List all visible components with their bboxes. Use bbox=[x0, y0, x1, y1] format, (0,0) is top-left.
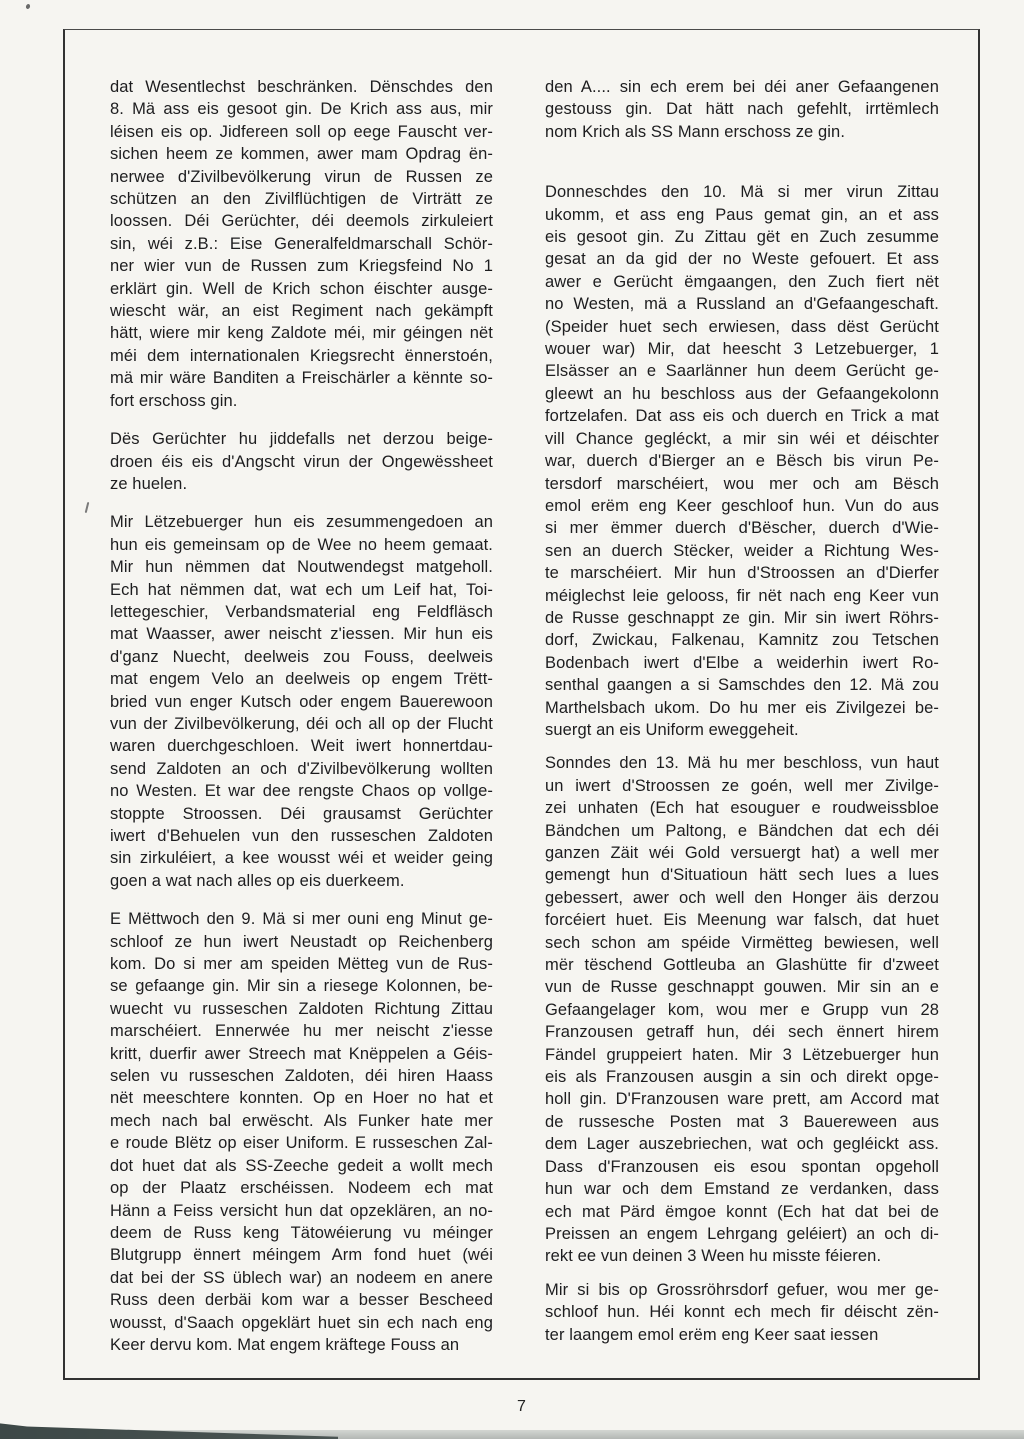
text-line: nët meeschtere konnten. Op en Hoer no hat et bbox=[110, 1089, 493, 1108]
text-line: dorf, Zwickau, Falkenau, Kamnitz zou Tetschen bbox=[545, 631, 939, 650]
paragraph bbox=[545, 181, 939, 741]
text-line: kritt, duerfir awer Streech mat Knëppelen a Géis- bbox=[110, 1044, 493, 1063]
paragraph bbox=[545, 76, 939, 143]
text-line: ze huelen. bbox=[110, 474, 188, 493]
text-line: mat engem Velo an deelweis op engem Trëtt- bbox=[110, 670, 493, 689]
text-line: ter laangem emol erëm eng Keer saat iessen bbox=[545, 1325, 879, 1344]
text-line: vill Chance gegléckt, a mir sin wéi et déischter bbox=[545, 429, 939, 448]
text-line: ner wier vun de Russen zum Kriegsfeind No 1 bbox=[110, 257, 493, 276]
paragraph bbox=[545, 1279, 939, 1346]
text-line: Ech hat nëmmen dat, wat ech um Leif hat, Toi- bbox=[110, 580, 493, 599]
text-line: si mer ëmmer duerch d'Bëscher, duerch d'Wie- bbox=[545, 519, 939, 538]
text-line: bried vun enger Kutsch oder engem Bauerewoon bbox=[110, 692, 493, 711]
paragraph bbox=[110, 76, 493, 412]
text-line: Blutgrupp ënnert méingem Arm fond huet (wéi bbox=[110, 1246, 493, 1265]
text-line: dot huet dat als SS-Zeeche gedeit a wollt mech bbox=[110, 1156, 493, 1175]
text-line: wuecht vu russeschen Zaldoten Richtung Zittau bbox=[110, 999, 493, 1018]
text-line: Keer dervu kom. Mat engem kräftege Fouss an bbox=[110, 1335, 460, 1354]
text-line: den A.... sin ech erem bei déi aner Gefaangenen bbox=[545, 78, 939, 96]
text-line: Gefaangelager kom, wou mer e Grupp vun 28 bbox=[545, 1000, 939, 1019]
text-line: Sonndes den 13. Mä hu mer beschloss, vun haut bbox=[545, 754, 939, 773]
text-line: no Westen. Et war dee rengste Chaos op vollge- bbox=[110, 782, 493, 801]
text-line: ech mat Pärd ëmgoe konnt (Ech hat dat bei de bbox=[545, 1202, 939, 1221]
text-line: marschéiert. Ennerwée hu mer neischt z'iesse bbox=[110, 1022, 493, 1041]
text-line: d'ganz Nuecht, deelweis zou Fouss, deelweis bbox=[110, 647, 493, 666]
text-line: sech schon am spéide Virmëtteg bewiesen, well bbox=[545, 933, 939, 952]
text-line: op der Plaatz erschéissen. Nodeem ech mat bbox=[110, 1179, 493, 1198]
text-line: Fändel gruppeiert haten. Mir 3 Lëtzebuerger hun bbox=[545, 1045, 939, 1064]
scan-speck-artifact bbox=[25, 3, 30, 9]
text-line: vun der Zivilbevölkerung, déi och all op der Flucht bbox=[110, 714, 493, 733]
text-line: Mir Lëtzebuerger hun eis zesummengedoen an bbox=[110, 513, 493, 532]
text-line: Franzousen getraff hun, déi sech ënnert hirem bbox=[545, 1023, 939, 1042]
text-line: no Westen, mä a Russland an d'Gefaangeschaft. bbox=[545, 295, 939, 314]
text-line: kom. Do si mer am speiden Mëtteg vun de Rus- bbox=[110, 955, 493, 974]
text-line: schloof ze hun iwert Neustadt op Reichenberg bbox=[110, 932, 493, 951]
text-line: mat Waasser, awer neischt z'iessen. Mir hun eis bbox=[110, 625, 493, 644]
paragraph bbox=[110, 428, 493, 495]
text-line: Donneschdes den 10. Mä si mer virun Zittau bbox=[545, 183, 939, 202]
text-line: schloof hun. Héi konnt ech mech fir déischt zën- bbox=[545, 1303, 939, 1322]
text-line: deem de Russ keng Tätowéierung vu méinger bbox=[110, 1223, 493, 1242]
text-line: gesat an da gid der no Weste gefouert. Et ass bbox=[545, 250, 939, 269]
text-line: te marschéiert. Mir hun d'Stroossen an d'Dierfer bbox=[545, 564, 939, 583]
text-line: E Mëttwoch den 9. Mä si mer ouni eng Minut ge- bbox=[110, 910, 493, 929]
text-line: e roude Blëtz op eiser Uniform. E russeschen Zal- bbox=[110, 1134, 493, 1153]
text-line: Bodenbach iwert d'Elbe a weiderhin iwert Ro- bbox=[545, 653, 939, 672]
paragraph bbox=[545, 752, 939, 1267]
text-line: 8. Mä ass eis gesoot gin. De Krich ass aus, mir bbox=[110, 100, 493, 119]
text-line: zei unhaten (Ech hat esouguer e roudweissbloe bbox=[545, 799, 939, 818]
text-line: de Russe geschnappt ze gin. Mir sin iwert Röhrs- bbox=[545, 608, 939, 627]
text-line: selen vu russeschen Zaldoten, déi hiren Haass bbox=[110, 1067, 493, 1086]
text-line: gestouss gin. Dat hätt nach gefehlt, irrtëmlech bbox=[545, 100, 939, 119]
text-line: méi dem internationalen Kriegsrecht ënnerstoén, bbox=[110, 346, 493, 365]
text-line: Dës Gerüchter hu jiddefalls net derzou beige- bbox=[110, 430, 493, 449]
text-line: war, duerch d'Bierger an e Bësch bis virun Pe- bbox=[545, 452, 939, 471]
text-line: hun eis gemeinsam op de Wee no heem gemaat. bbox=[110, 535, 493, 554]
text-line: nerwee d'Zivilbevölkerung virun de Russen ze bbox=[110, 167, 493, 186]
text-line: fort erschoss gin. bbox=[110, 391, 238, 410]
text-line: sin zirkuléiert, a kee wousst wéi et weider geing bbox=[110, 849, 493, 868]
text-line: Hänn a Feiss versicht hun dat opzeklären, an no- bbox=[110, 1201, 493, 1220]
text-line: sin, wéi z.B.: Eise Generalfeldmarschall Schör- bbox=[110, 234, 493, 253]
text-line: méiglechst leie gelooss, fir nët nach eng Keer vun bbox=[545, 586, 939, 605]
text-line: Russ deen derbäi kom war a besser Bescheed bbox=[110, 1291, 493, 1310]
text-line: de russesche Posten mat 3 Bauereween aus bbox=[545, 1112, 939, 1131]
paragraph bbox=[110, 511, 493, 892]
text-line: emol erëm eng Keer geschloof hun. Vun do aus bbox=[545, 496, 939, 515]
text-line: dem Lager auszebriechen, wat och gegléickt ass. bbox=[545, 1135, 939, 1154]
paragraph bbox=[110, 908, 493, 1356]
text-line: wouer war) Mir, dat heescht 3 Letzebuerger, 1 bbox=[545, 340, 939, 359]
text-line: suergt an eis Uniform eweggeheit. bbox=[545, 720, 799, 739]
text-line: holl gin. D'Franzousen ware prett, am Accord mat bbox=[545, 1090, 939, 1109]
text-line: Elsässer an e Saarlänner hun deem Gerücht ge- bbox=[545, 362, 939, 381]
page-number: 7 bbox=[517, 1398, 526, 1415]
text-line: vun de Russe geschnappt gouwen. Mir sin an e bbox=[545, 978, 939, 997]
text-line: ganzen Zäit wéi Gold versuergt hat) a well mer bbox=[545, 844, 939, 862]
text-line: wiescht wär, an eist Regiment nach gekämpft bbox=[110, 302, 493, 321]
text-line: eis als Franzousen ausgin a sin och direkt opge- bbox=[545, 1068, 939, 1087]
text-line: léisen eis op. Jidfereen soll op eege Fauscht ver- bbox=[110, 122, 493, 141]
text-line: un iwert d'Stroossen ze goén, well mer Zivilge- bbox=[545, 776, 939, 795]
text-line: gleewt an hu beschloss aus der Gefaangekolonn bbox=[545, 384, 939, 403]
text-line: gebessert, awer och well den Honger äis derzou bbox=[545, 888, 939, 907]
text-line: Bändchen um Paltong, e Bändchen dat ech déi bbox=[545, 821, 939, 840]
text-line: Preissen an engem Lehrgang geléiert) an och di- bbox=[545, 1224, 939, 1243]
text-line: Mir si bis op Grossröhrsdorf gefuer, wou mer ge- bbox=[545, 1280, 939, 1299]
text-line: waren duerchgeschloen. Weit iwert honnertdau- bbox=[110, 737, 493, 756]
text-line: erklärt gin. Well de Krich schon éischter ausge- bbox=[110, 279, 493, 298]
text-line: Dass d'Franzousen eis esou spontan opgeholl bbox=[545, 1157, 939, 1176]
text-line: nom Krich als SS Mann erschoss ze gin. bbox=[545, 122, 846, 141]
text-line: wousst, d'Saach opgeklärt huet sin ech nach eng bbox=[110, 1313, 493, 1332]
text-line: gemengt hun d'Situatioun hätt sech lues a lues bbox=[545, 866, 939, 885]
text-line: awer e Gerücht ëmgaangen, den Zuch fiert nët bbox=[545, 272, 939, 291]
text-line: mër tëschend Gottleuba an Glashütte fir d'zweet bbox=[545, 956, 939, 975]
text-column-left bbox=[110, 76, 493, 1372]
text-line: droen éis eis d'Angscht virun der Ongewëssheet bbox=[110, 452, 493, 471]
text-line: dat Wesentlechst beschränken. Dënschdes den bbox=[110, 78, 493, 96]
text-line: fortzelafen. Dat ass eis och duerch en Trick a mat bbox=[545, 407, 939, 426]
text-line: hun war och dem Emstand ze verdanken, dass bbox=[545, 1180, 939, 1199]
text-line: Marthelsbach ukom. Do hu mer eis Zivilgezei be- bbox=[545, 698, 939, 717]
text-line: schützen an den Zivilflüchtigen de Virträtt ze bbox=[110, 190, 493, 209]
text-line: senthal gaangen a si Samschdes den 12. Mä zou bbox=[545, 676, 939, 695]
text-line: se gefaange gin. Mir sin a riesege Kolonnen, be- bbox=[110, 977, 493, 996]
text-line: hätt, wiere mir keng Zaldote méi, mir géingen nët bbox=[110, 324, 493, 343]
text-line: send Zaldoten an och d'Zivilbevölkerung wollten bbox=[110, 759, 493, 778]
text-line: mä mir wäre Banditen a Freischärler a kënnte so- bbox=[110, 369, 493, 388]
text-line: forcéiert huet. Eis Meenung war falsch, dat huet bbox=[545, 911, 939, 930]
text-line: lettegeschier, Verbandsmaterial eng Feldfläsch bbox=[110, 602, 493, 621]
text-line: iwert d'Behuelen vun den russeschen Zaldoten bbox=[110, 827, 493, 845]
text-line: mech nach bal erwëscht. Als Funker hate mer bbox=[110, 1111, 493, 1130]
text-line: ukomm, et ass eng Paus gemat gin, an et ass bbox=[545, 205, 939, 224]
text-line: eis gesoot gin. Zu Zittau gët en Zuch zesumme bbox=[545, 228, 939, 247]
text-column-right bbox=[545, 76, 939, 1357]
text-line: dat bei der SS üblech war) an nodeem en anere bbox=[110, 1268, 493, 1287]
text-line: sen an duerch Stëcker, weider a Richtung Wes- bbox=[545, 541, 939, 560]
text-line: sichen heem ze kommen, awer mam Opdrag ën- bbox=[110, 145, 493, 164]
text-line: rekt ee vun deinen 3 Ween hu misste féieren. bbox=[545, 1247, 882, 1266]
text-line: goen a wat nach alles op eis duerkeem. bbox=[110, 871, 405, 890]
text-line: tersdorf marschéiert, wou mer och am Bësch bbox=[545, 474, 939, 493]
text-line: (Speider huet sech erwiesen, dass dëst Gerücht bbox=[545, 317, 939, 336]
text-line: Mir hun nëmmen dat Noutwendegst matgeholl. bbox=[110, 558, 493, 577]
text-line: loossen. Déi Gerüchter, déi deemols zirkuleiert bbox=[110, 212, 493, 231]
text-line: stoppte Stroossen. Déi grausamst Gerüchter bbox=[110, 804, 493, 823]
